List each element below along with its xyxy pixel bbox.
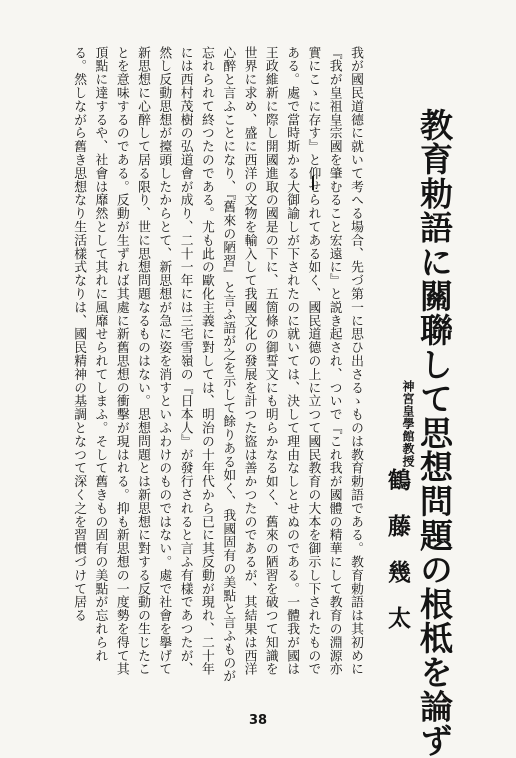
author-name: 鶴藤幾太 (384, 468, 411, 652)
page-number: 38 (248, 713, 268, 728)
article-title: 教育勅語に關聯して思想問題の根柢を論ず (415, 108, 454, 758)
body-paragraph: 我が國民道德に就いて考へる場合、先づ第一に思ひ出さるゝものは教育勅語である。教育勅語は其初めに『我が皇祖皇宗國を肇むること宏遠に』と説き起され、ついで『これ我が國體の精華にして教育の淵源亦實にこゝに存す』と仰せられてある如く、國民道德の上に立つて國民教育の大本を御示し下されたものである。處で當時斯かる大御諭しが下されたのに就いては、決して理由なしとせぬのである。一體我が國は王政維新に際し開國進取の國是の下に、五箇條の御誓文にも明らかなる如く、舊來の陋習を破つて知識を世界に求め、盛に西洋の文物を輸入して我國文化の發展を計つた盜は善かつたのであるが、其結果は西洋心醉と言ふことになり、『舊來の陋習』と言ふ語が之を示して餘りある如く、我國固有の美點と言ふものが忘れられて終つたのである。尤も此の歐化主義に對しては、明治の十年代から已に其反動が現れ、二十年には西村茂樹の弘道會が成り、二十一年には三宅雪嶺の『日本人』が發行されると言ふ有樣であつたが、然し反動思想が擡頭したからとて、新思想が急に姿を消すといふわけのものではない。處で社會を擧げて新思想に心醉して居る限り、世に思想問題なるものはない。思想問題とは新思想に對する反動の生じたことを意味するのである。反動が生ずれば其處に新舊思想の衝擊が現はれる。抑も新思想の一度勢を得て其頂點に達するや、社會は靡然として其れに風靡せられてしまふ。そして舊きもの固有の美點が忘れられる。然しながら舊き思想なり生活樣式なりは、國民精神の基調となつて深く之を習慣づけて居る (71, 46, 363, 683)
author-affiliation: 神宮皇學館教授 (401, 380, 415, 468)
article-body (36, 46, 366, 686)
